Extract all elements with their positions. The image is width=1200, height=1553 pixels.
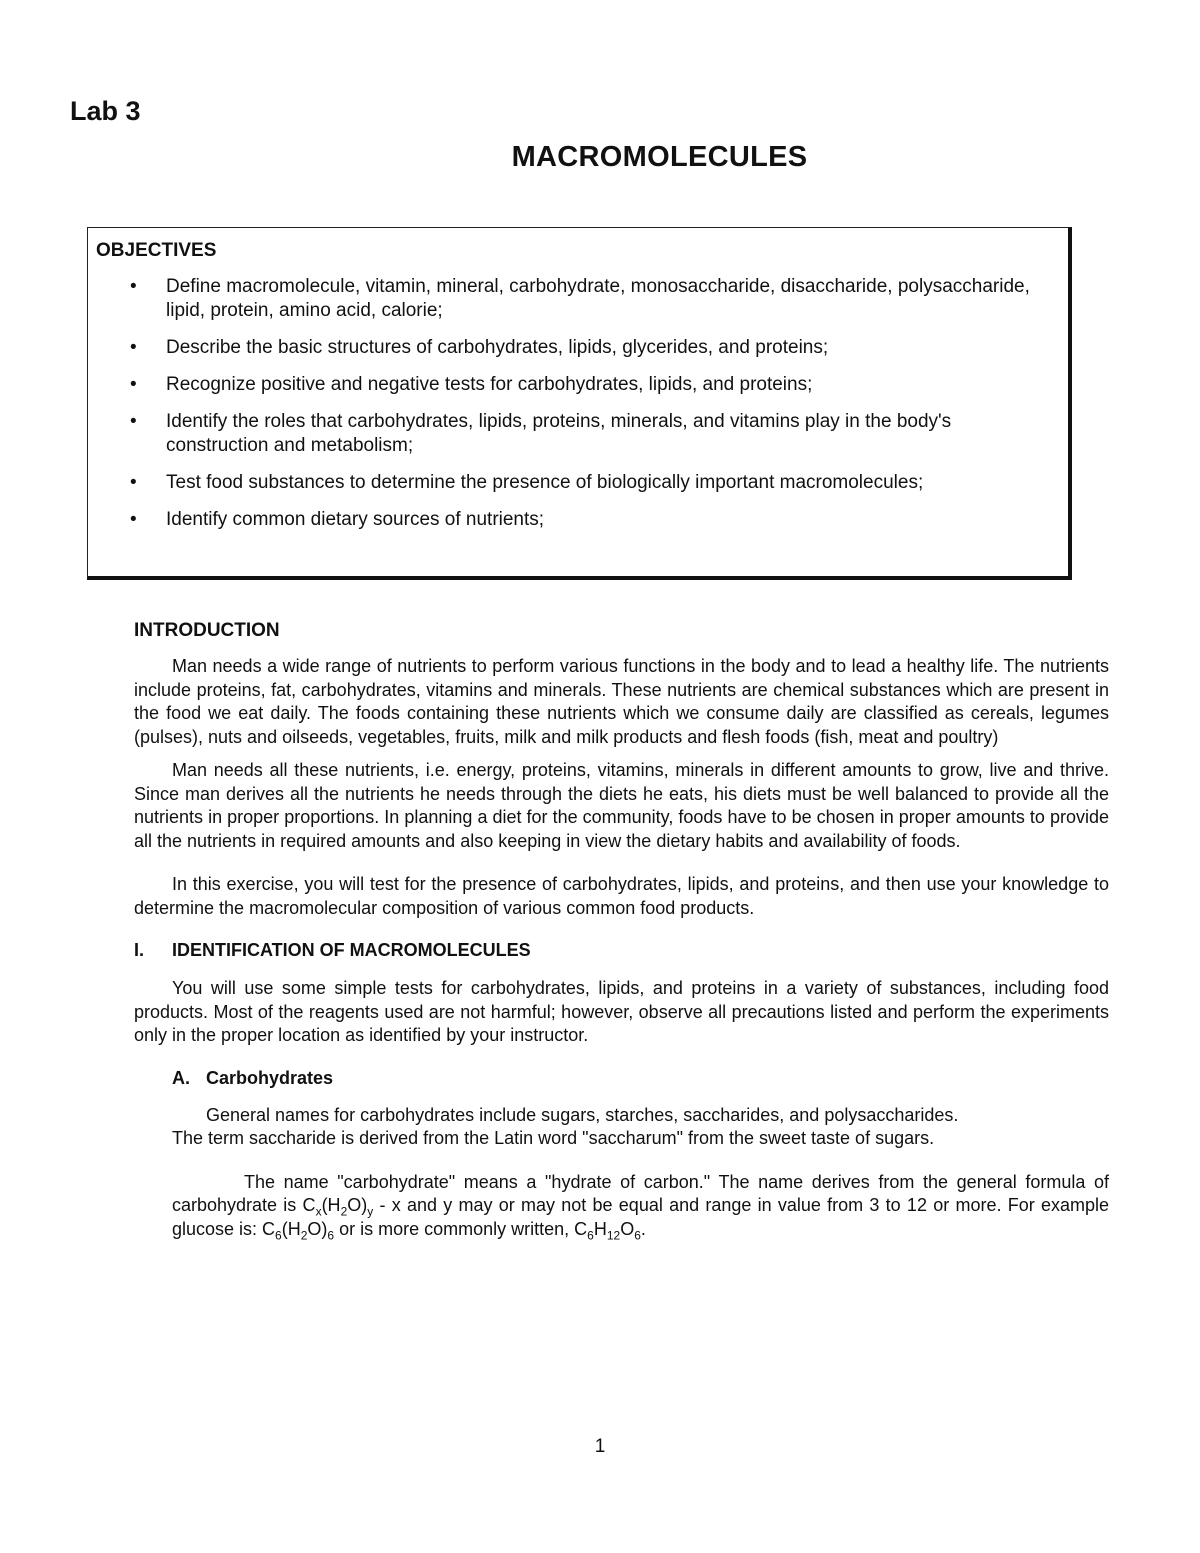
bullet-icon: •	[130, 411, 137, 432]
formula-text: The name "carbohydrate" means a "hydrate of carbon." The name derives from the general formula of carbohydrate is C	[172, 1171, 1109, 1215]
objective-item	[88, 336, 1068, 360]
carb-line: The term saccharide is derived from the Latin word "saccharum" from the sweet taste of sugars.	[172, 1128, 935, 1148]
subscript: x	[315, 1204, 322, 1219]
bullet-icon: •	[130, 276, 137, 297]
subscript: 6	[275, 1228, 282, 1243]
objectives-heading: OBJECTIVES	[96, 240, 217, 261]
subsection-heading-carbohydrates	[172, 1068, 1109, 1089]
objective-text: Define macromolecule, vitamin, mineral, carbohydrate, monosaccharide, disaccharide, polysaccharide, lipid, protein, amino acid, calorie;	[166, 276, 1030, 321]
introduction-heading: INTRODUCTION	[134, 620, 280, 641]
subscript: 2	[300, 1228, 308, 1243]
subscript: 6	[327, 1228, 335, 1243]
objective-item	[88, 410, 1068, 458]
subscript: 6	[634, 1228, 641, 1243]
section-title: IDENTIFICATION OF MACROMOLECULES	[172, 940, 531, 960]
bullet-icon: •	[130, 374, 137, 395]
formula-text: H	[593, 1218, 607, 1239]
bullet-icon: •	[130, 472, 137, 493]
subscript: 12	[606, 1228, 621, 1243]
objective-item	[88, 373, 1068, 397]
subsection-title: Carbohydrates	[206, 1067, 334, 1088]
section-heading-identification	[134, 940, 1109, 961]
objective-text: Test food substances to determine the presence of biologically important macromolecules;	[166, 472, 924, 493]
formula-text: or is more commonly written, C	[334, 1218, 588, 1239]
intro-paragraph: Man needs a wide range of nutrients to perform various functions in the body and to lead a healthy life. The nutrients include proteins, fat, carbohydrates, vitamins and minerals. These nutrients are chemical substances which are present in the food we eat daily. The foods containing these nutrients which we consume daily are classified as cereals, legumes (pulses), nuts and oilseeds, vegetables, fruits, milk and milk products and flesh foods (fish, meat and poultry)	[134, 656, 1109, 747]
objectives-list	[88, 275, 1068, 545]
objectives-box	[87, 227, 1072, 580]
page-number: 1	[594, 1436, 606, 1457]
formula-text: O)	[347, 1195, 368, 1215]
subsection-letter: A.	[172, 1067, 190, 1088]
intro-paragraph: Man needs all these nutrients, i.e. energy, proteins, vitamins, minerals in different amounts to grow, live and thrive. Since man derives all the nutrients he needs through the diets he eats, his diets must be well balanced to provide all the nutrients in proper proportions. In planning a diet for the community, foods have to be chosen in proper amounts to provide all the nutrients in required amounts and also keeping in view the dietary habits and availability of foods.	[134, 760, 1109, 851]
page-title: MACROMOLECULES	[511, 141, 808, 173]
bullet-icon: •	[130, 337, 137, 358]
section-paragraph: You will use some simple tests for carbohydrates, lipids, and proteins in a variety of substances, including food products. Most of the reagents used are not harmful; however, observe all precautions listed and perform the experiments only in the proper location as identified by your instructor.	[134, 978, 1109, 1045]
formula-text: O	[620, 1218, 635, 1239]
subscript: y	[367, 1204, 374, 1219]
objective-item	[88, 508, 1068, 532]
subscript: 2	[340, 1204, 348, 1219]
objective-text: Identify common dietary sources of nutrients;	[166, 509, 545, 530]
formula-text: (H	[281, 1218, 301, 1239]
objective-text: Recognize positive and negative tests for carbohydrates, lipids, and proteins;	[166, 374, 813, 395]
carbohydrate-formula-paragraph	[172, 1171, 1109, 1242]
formula-text: - x and y may or may not be equal and range in value from 3 to 12 or more. For example glucose is: C	[172, 1195, 1109, 1239]
objective-text: Identify the roles that carbohydrates, lipids, proteins, minerals, and vitamins play in the body's construction and metabolism;	[166, 411, 952, 456]
carb-line: General names for carbohydrates include sugars, starches, saccharides, and polysaccharides.	[206, 1104, 959, 1125]
subscript: 6	[587, 1228, 594, 1243]
section-number: I.	[134, 940, 145, 960]
formula-text: O)	[307, 1218, 328, 1239]
lab-label: Lab 3	[70, 96, 141, 126]
objective-item	[88, 471, 1068, 495]
main-content	[134, 620, 1109, 1241]
formula-text: .	[640, 1218, 646, 1239]
formula-text: (H	[321, 1195, 341, 1215]
objective-item	[88, 275, 1068, 323]
bullet-icon: •	[130, 509, 137, 530]
carbohydrates-names	[134, 1104, 1109, 1151]
objective-text: Describe the basic structures of carbohydrates, lipids, glycerides, and proteins;	[166, 337, 829, 358]
intro-paragraph: In this exercise, you will test for the presence of carbohydrates, lipids, and proteins, and then use your knowledge to determine the macromolecular composition of various common food products.	[134, 874, 1109, 918]
